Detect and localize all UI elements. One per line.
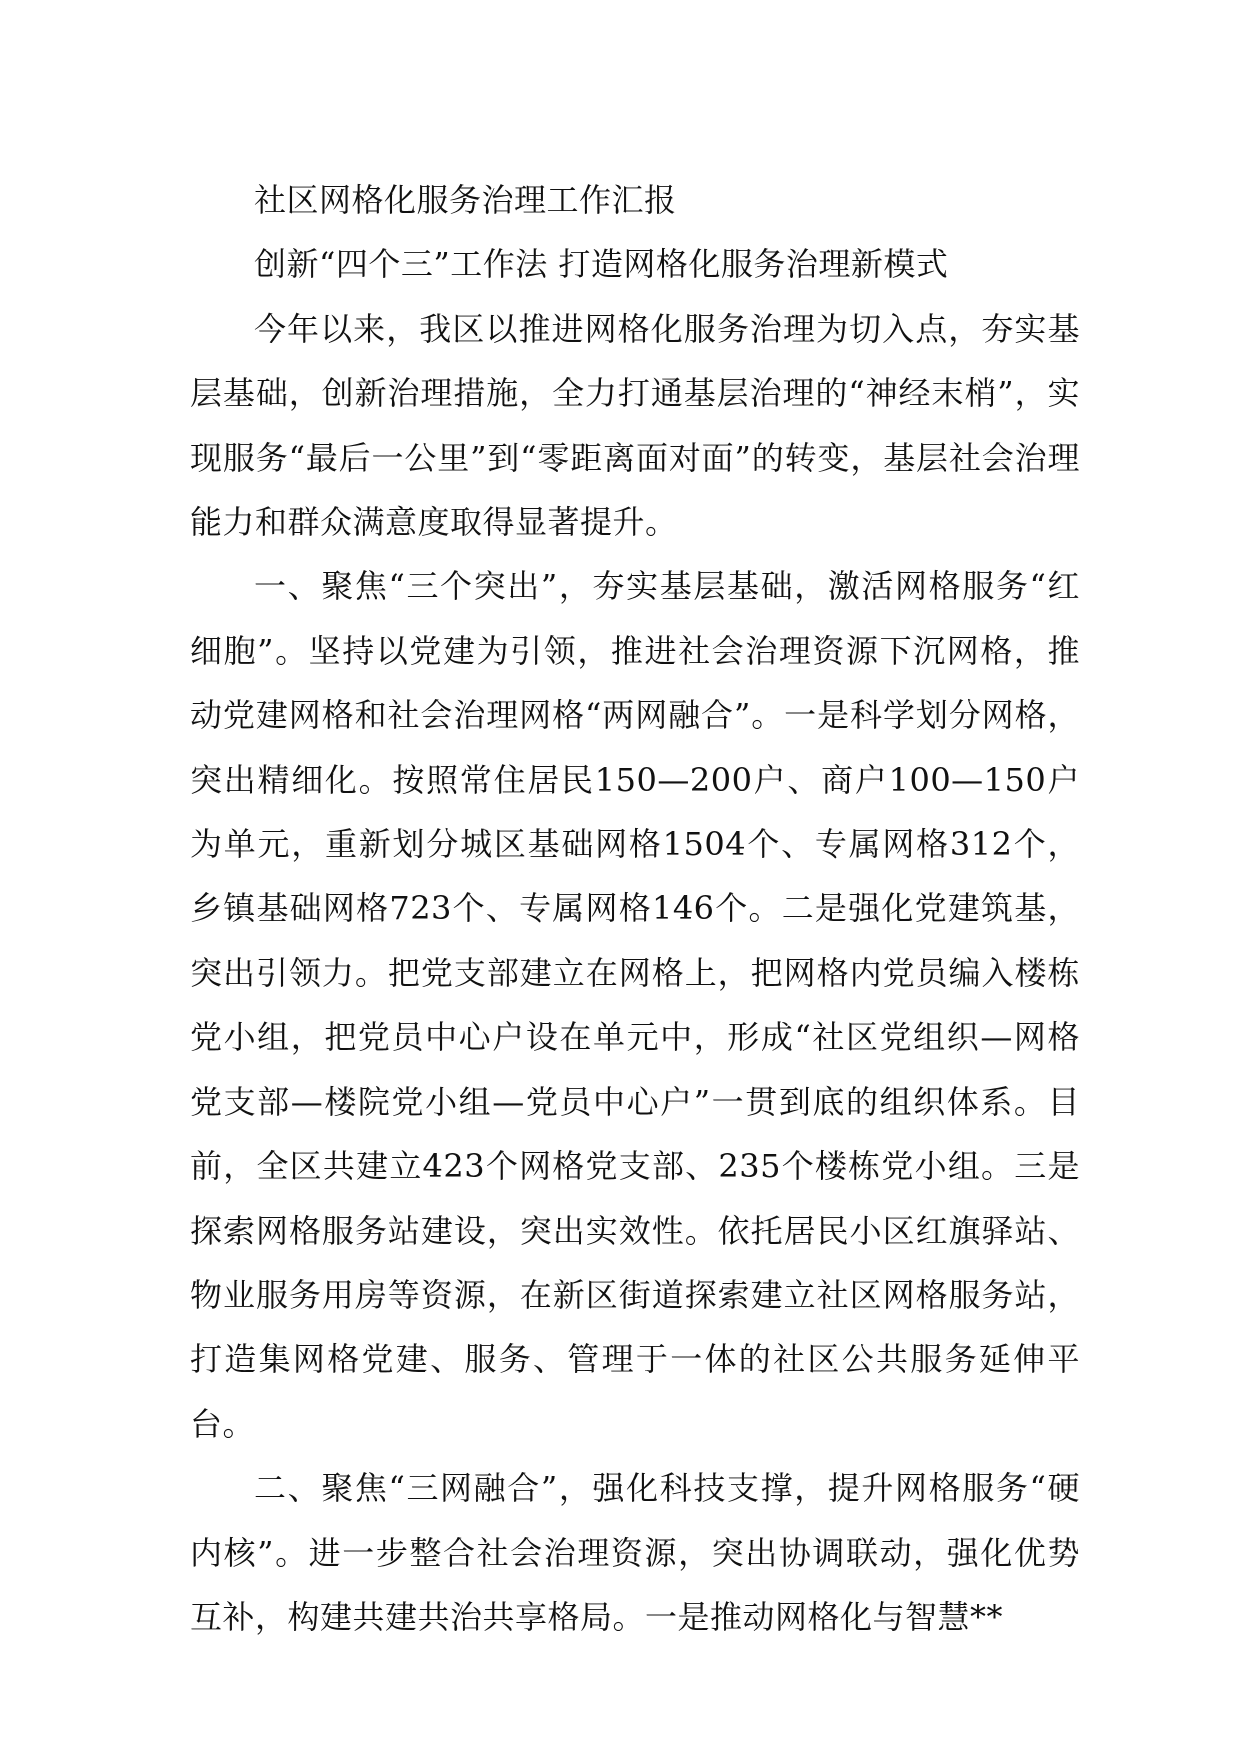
document-title: 社区网格化服务治理工作汇报	[254, 181, 677, 219]
section-one-paragraph: 一、聚焦“三个突出”，夯实基层基础，激活网格服务“红细胞”。坚持以党建为引领，推进社会治理资源下沉网格，推动党建网格和社会治理网格“两网融合”。一是科学划分网格，突出精细化。按照常住居民150—200户、商户100—150户为单元，重新划分城区基础网格1504个、专属网格312个，乡镇基础网格723个、专属网格146个。二是强化党建筑基，突出引领力。把党支部建立在网格上，把网格内党员编入楼栋党小组，把党员中心户设在单元中，形成“社区党组织—网格党支部—楼院党小组—党员中心户”一贯到底的组织体系。目前，全区共建立423个网格党支部、235个楼栋党小组。三是探索网格服务站建设，突出实效性。依托居民小区红旗驿站、物业服务用房等资源，在新区街道探索建立社区网格服务站，打造集网格党建、服务、管理于一体的社区公共服务延伸平台。	[190, 567, 1080, 1443]
section-two-paragraph: 二、聚焦“三网融合”，强化科技支撑，提升网格服务“硬内核”。进一步整合社会治理资源，突出协调联动，强化优势互补，构建共建共治共享格局。一是推动网格化与智慧**	[190, 1469, 1080, 1636]
document-subtitle: 创新“四个三”工作法 打造网格化服务治理新模式	[254, 245, 949, 284]
intro-paragraph: 今年以来，我区以推进网格化服务治理为切入点，夯实基层基础，创新治理措施，全力打通基层治理的“神经末梢”，实现服务“最后一公里”到“零距离面对面”的转变，基层社会治理能力和群众满意度取得显著提升。	[190, 309, 1080, 542]
document-body	[190, 168, 1080, 1649]
